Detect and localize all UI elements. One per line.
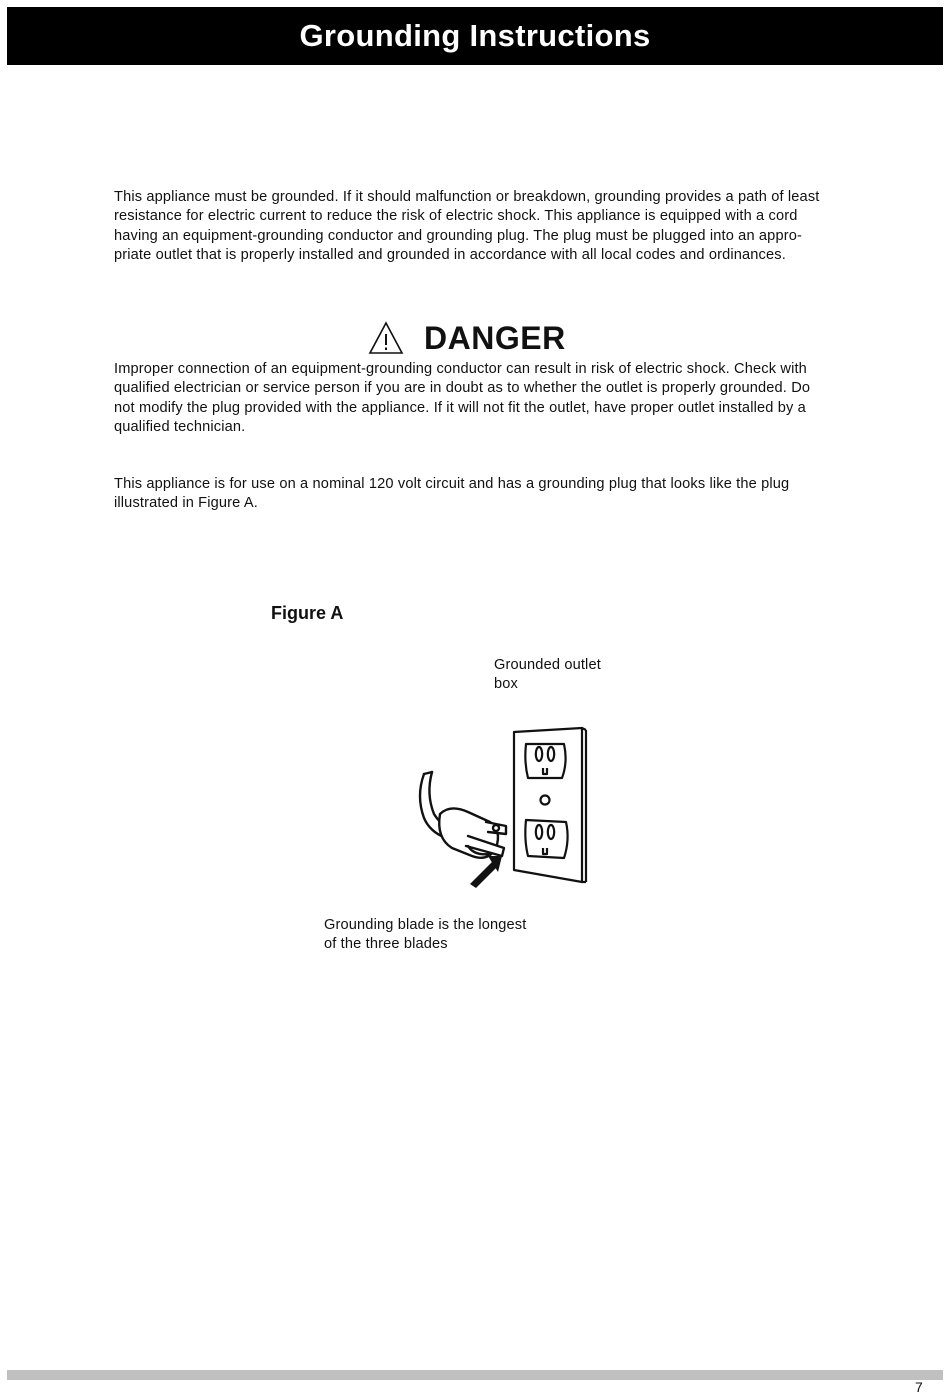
outlet-caption: Grounded outlet box xyxy=(494,657,601,693)
danger-paragraph: Improper connection of an equipment-grounding conductor can result in risk of electric shock. Check with qualified electrician or service person if you are in doubt as to whether the outlet is properly grounded. Do not modify the plug provided with the appliance. If it will not fit the outlet, have proper outlet installed by a qualified technician. xyxy=(114,361,811,436)
danger-heading xyxy=(368,316,566,360)
title-bar xyxy=(7,7,943,65)
danger-label: DANGER xyxy=(424,319,566,356)
arrow xyxy=(470,856,502,888)
blade-caption: Grounding blade is the longest of the three blades xyxy=(324,917,527,953)
footer-bar xyxy=(7,1370,943,1380)
page-number: 7 xyxy=(915,1379,923,1395)
plug xyxy=(420,772,506,858)
outlet-box xyxy=(514,728,586,882)
plug-outlet-illustration xyxy=(410,722,600,894)
warning-triangle-icon xyxy=(368,321,404,355)
voltage-paragraph: This appliance is for use on a nominal 120 volt circuit and has a grounding plug that looks like the plug illustrated in Figure A. xyxy=(114,476,790,512)
page-title: Grounding Instructions xyxy=(299,18,651,53)
figure-title: Figure A xyxy=(271,603,344,623)
intro-paragraph: This appliance must be grounded. If it should malfunction or breakdown, grounding provides a path of least resistance for electric current to reduce the risk of electric shock. This appliance is equipped with a cord having an equipment-grounding conductor and grounding plug. The plug must be plugged into an appro- priate outlet that is properly installed and grounded in accordance with all local codes and ordinances. xyxy=(114,189,820,264)
